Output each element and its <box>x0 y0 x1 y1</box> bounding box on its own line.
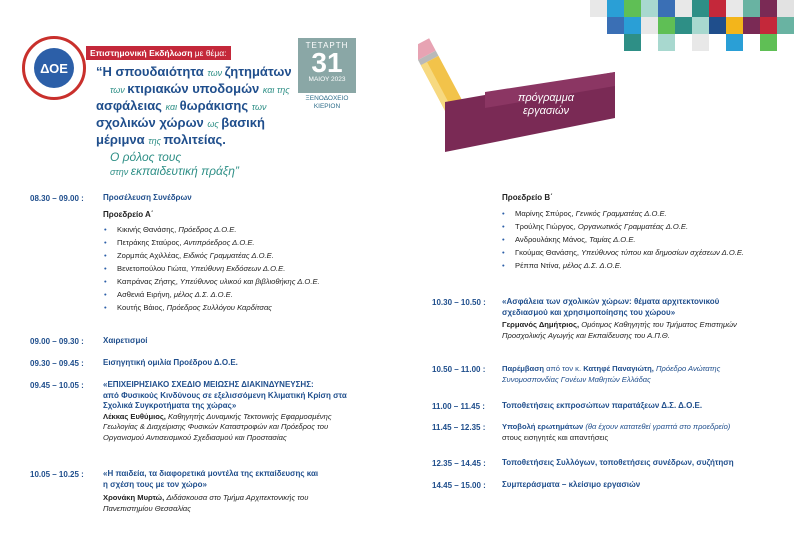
speaker-role: Πανεπιστημίου Θεσσαλίας <box>103 503 191 513</box>
agenda-item-questions <box>502 422 792 443</box>
mosaic-tile <box>709 0 726 17</box>
doe-logo <box>22 36 86 100</box>
board-member <box>515 246 744 259</box>
board-member <box>117 249 320 262</box>
member-name: Κικινής Θανάσης, <box>117 225 179 234</box>
speaker-role: Γεωλογίας & Διαχείρισης Φυσικών Καταστροφών και Πρόεδρος του <box>103 422 329 431</box>
agenda-item-greetings: Χαιρετισμοί <box>103 336 148 345</box>
time-slot: 11.00 – 11.45 : <box>432 402 485 411</box>
lecture-1-title-line: από Φυσικούς Κινδύνους σε εξελισσόμενη Κλιματική Κρίση στα <box>103 390 347 400</box>
member-name: Καπράνας Ζήσης, <box>117 277 180 286</box>
lecture-3-title-line: «Ασφάλεια των σχολικών χώρων: θέματα αρχιτεκτονικού <box>502 297 720 306</box>
board-member <box>117 301 320 314</box>
lecture-1-title-line: «ΕΠΙΧΕΙΡΗΣΙΑΚΟ ΣΧΕΔΙΟ ΜΕΙΩΣΗΣ ΔΙΑΚΙΝΔΥΝΕΥΣΗΣ: <box>103 380 314 389</box>
board-a-title: Προεδρείο Α΄ <box>103 210 154 219</box>
speaker-name: Γερμανός Δημήτριος, <box>502 320 582 329</box>
time-slot: 09.30 – 09.45 : <box>30 359 84 368</box>
member-name: Ζορμπάς Αχιλλέας, <box>117 251 184 260</box>
mosaic-tile <box>692 17 709 34</box>
member-role: Πρόεδρος Δ.Ο.Ε. <box>178 225 237 234</box>
mosaic-tile <box>658 17 675 34</box>
member-role: Υπεύθυνη Εκδόσεων Δ.Ο.Ε. <box>190 264 286 273</box>
member-name: Ανδρουλάκης Μάνος, <box>515 235 590 244</box>
mosaic-tile <box>692 0 709 17</box>
venue-line-2: ΚΙΕΡΙΟΝ <box>313 103 341 110</box>
time-slot: 10.05 – 10.25 : <box>30 470 84 479</box>
speaker-name: Χρονάκη Μυρτώ, <box>103 493 167 502</box>
title-run: των <box>110 85 128 95</box>
title-run: ζητημάτων <box>224 64 292 79</box>
subtitle-big: εκπαιδευτική πράξη” <box>130 164 239 178</box>
lecture-3-title-line: σχεδιασμού και χρησιμοποίησης του χώρου» <box>502 307 676 317</box>
member-name: Κουτής Βάιος, <box>117 303 167 312</box>
member-name: Βενετοπούλου Γιώτα, <box>117 264 191 273</box>
event-title <box>96 64 306 149</box>
board-member <box>515 233 744 246</box>
time-slot: 12.35 – 14.45 : <box>432 459 486 468</box>
title-run: των <box>207 68 225 78</box>
date-card <box>298 38 356 118</box>
mosaic-tile <box>590 0 607 17</box>
board-member <box>117 236 320 249</box>
board-member <box>117 262 320 275</box>
title-run: “Η σπουδαιότητα <box>96 64 208 79</box>
venue-line-1: ΞΕΝΟΔΟΧΕΙΟ <box>305 95 349 102</box>
member-name: Τρούλης Γιώργος, <box>515 222 578 231</box>
agenda-item-factions: Τοποθετήσεις εκπροσώπων παρατάξεων Δ.Σ. Δ.Ο.Ε. <box>502 401 703 410</box>
mosaic-tile <box>726 34 743 51</box>
program-line-1: πρόγραμμα <box>518 92 574 104</box>
member-role: Αντιπρόεδρος Δ.Ο.Ε. <box>183 238 255 247</box>
logo-text: ΔΟΕ <box>34 48 74 88</box>
title-run: βασική <box>221 115 265 130</box>
time-slot: 09.00 – 09.30 : <box>30 337 84 346</box>
mosaic-tile <box>743 0 760 17</box>
mosaic-tile <box>641 0 658 17</box>
board-b-title: Προεδρείο Β΄ <box>502 193 553 202</box>
speaker-role: Καθηγητής Δυναμικής Τεκτονικής Εφαρμοσμένης <box>168 411 332 421</box>
mosaic-tile <box>624 17 641 34</box>
speaker-role: Προσχολικής Αγωγής και Εκπαίδευσης του Α.Π.Θ. <box>502 330 670 340</box>
title-run: θωράκισης <box>179 98 252 113</box>
member-role: Γενικός Γραμματέας Δ.Ο.Ε. <box>575 209 667 218</box>
mosaic-tile <box>641 17 658 34</box>
member-role: Πρόεδρος Συλλόγου Καρδίτσας <box>166 303 272 312</box>
board-member <box>117 223 320 236</box>
intervention-label: Παρέμβαση <box>502 364 547 373</box>
title-line <box>96 98 306 115</box>
member-role: Ειδικός Γραμματέας Δ.Ο.Ε. <box>183 251 274 260</box>
mosaic-tile <box>658 34 675 51</box>
mosaic-tile <box>675 17 692 34</box>
time-slot: 10.50 – 11.00 : <box>432 365 486 374</box>
member-role: Υπεύθυνος τύπου και δημοσίων σχέσεων Δ.Ο.Ε. <box>581 248 745 257</box>
questions-note: (θα έχουν κατατεθεί γραπτά στο προεδρείο) <box>585 422 731 431</box>
board-b-list <box>515 207 744 272</box>
title-run: ασφάλειας <box>96 98 166 113</box>
board-member <box>515 207 744 220</box>
title-line <box>96 115 306 132</box>
title-run: μέριμνα <box>96 132 149 147</box>
agenda-item-conclusions: Συμπεράσματα – κλείσιμο εργασιών <box>502 480 641 489</box>
time-slot: 14.45 – 15.00 : <box>432 481 486 490</box>
agenda-item-opening: Εισηγητική ομιλία Προέδρου Δ.Ο.Ε. <box>103 358 238 367</box>
agenda-item-arrival: Προσέλευση Συνέδρων <box>103 193 192 202</box>
mosaic-tile <box>607 0 624 17</box>
member-role: μέλος Δ.Σ. Δ.Ο.Ε. <box>173 290 233 299</box>
board-a-list <box>117 223 320 314</box>
agenda-item-lecture-3 <box>502 297 792 341</box>
member-role: Υπεύθυνος υλικού και βιβλιοθήκης Δ.Ο.Ε. <box>179 277 320 286</box>
mosaic-tile <box>709 17 726 34</box>
agenda-item-lecture-2 <box>103 469 393 514</box>
speaker-role: Ομότιμος Καθηγητής του Τμήματος Επιστημών <box>581 320 737 329</box>
mosaic-tile <box>692 34 709 51</box>
member-role: μέλος Δ.Σ. Δ.Ο.Ε. <box>562 261 622 270</box>
member-role: Ταμίας Δ.Ο.Ε. <box>589 235 636 244</box>
questions-line-2: στους εισηγητές και απαντήσεις <box>502 432 609 442</box>
event-with: με θέμα: <box>192 48 227 58</box>
mosaic-tile <box>624 0 641 17</box>
agenda-item-intervention <box>502 364 792 385</box>
member-name: Πετράκης Σταύρος, <box>117 238 184 247</box>
time-slot: 09.45 – 10.05 : <box>30 381 84 390</box>
date-month-year: ΜΑΙΟΥ 2023 <box>308 76 346 83</box>
mosaic-tile <box>760 34 777 51</box>
mosaic-tile <box>760 17 777 34</box>
title-run: και της <box>262 85 290 95</box>
title-run: σχολικών χώρων <box>96 115 208 130</box>
mosaic-tile <box>726 17 743 34</box>
lecture-2-title-line: «Η παιδεία, τα διαφορετικά μοντέλα της εκπαίδευσης και <box>103 469 319 478</box>
date-number: 31 <box>311 47 343 78</box>
board-member <box>117 275 320 288</box>
speaker-role: Οργανισμού Αντισεισμικού Σχεδιασμού και Προστασίας <box>103 432 287 442</box>
intervention-role: Πρόεδρο Ανώτατης <box>656 364 721 373</box>
mosaic-tile <box>658 0 675 17</box>
venue <box>298 95 356 111</box>
mosaic-tile <box>777 17 794 34</box>
title-run: των <box>251 102 267 112</box>
title-line <box>96 64 306 81</box>
mosaic-tile <box>607 17 624 34</box>
mosaic-tile <box>760 0 777 17</box>
lecture-2-title-line: η σχέση τους με τον χώρο» <box>103 479 207 489</box>
mosaic-tile <box>777 0 794 17</box>
title-run: πολιτείας. <box>163 132 226 147</box>
member-name: Γκούμας Θανάσης, <box>515 248 582 257</box>
questions-label: Υποβολή ερωτημάτων <box>502 422 586 431</box>
date-day: ΤΕΤΑΡΤΗ <box>305 41 349 50</box>
intervention-role: Συνομοσπονδίας Γονέων Μαθητών Ελλάδας <box>502 374 651 384</box>
agenda-item-discussion: Τοποθετήσεις Συλλόγων, τοποθετήσεις συνέδρων, συζήτηση <box>502 458 734 467</box>
member-name: Ρέππα Ντίνα, <box>515 261 563 270</box>
title-line <box>96 132 306 149</box>
board-member <box>515 259 744 272</box>
program-line-2: εργασιών <box>522 105 570 117</box>
speaker-role: Διδάσκουσα στο Τμήμα Αρχιτεκτονικής του <box>166 493 309 502</box>
board-member <box>117 288 320 301</box>
event-subtitle <box>110 150 239 179</box>
title-run: κτιριακών υποδομών <box>127 81 263 96</box>
event-label: Επιστημονική Εκδήλωση <box>90 48 193 58</box>
mosaic-tile <box>624 34 641 51</box>
title-line <box>96 81 306 98</box>
time-slot: 11.45 – 12.35 : <box>432 423 486 432</box>
board-member <box>515 220 744 233</box>
decorative-mosaic <box>590 0 800 52</box>
intervention-name: Κατηφέ Παναγιώτη, <box>583 364 656 373</box>
member-name: Μαρίνης Σπύρος, <box>515 209 576 218</box>
lecture-1-title-line: Σχολικά Συγκροτήματα της χώρας» <box>103 401 237 410</box>
time-slot: 10.30 – 10.50 : <box>432 298 486 307</box>
time-slot: 08.30 – 09.00 : <box>30 194 84 203</box>
mosaic-tile <box>726 0 743 17</box>
mosaic-tile <box>743 17 760 34</box>
subtitle-small: στην <box>110 167 131 177</box>
intervention-text: από τον κ. <box>546 364 584 373</box>
title-run: ως <box>207 119 222 129</box>
speaker-name: Λέκκας Ευθύμιος, <box>103 411 169 421</box>
member-role: Οργανωτικός Γραμματέας Δ.Ο.Ε. <box>577 222 689 231</box>
title-run: της <box>148 136 164 146</box>
title-run: και <box>165 102 180 112</box>
subtitle-line-1: Ο ρόλος τους <box>110 150 182 164</box>
event-tag <box>86 46 231 60</box>
program-label <box>486 92 606 118</box>
agenda-item-lecture-1 <box>103 380 393 443</box>
mosaic-tile <box>675 0 692 17</box>
member-name: Ασθενιά Ειρήνη, <box>117 290 174 299</box>
